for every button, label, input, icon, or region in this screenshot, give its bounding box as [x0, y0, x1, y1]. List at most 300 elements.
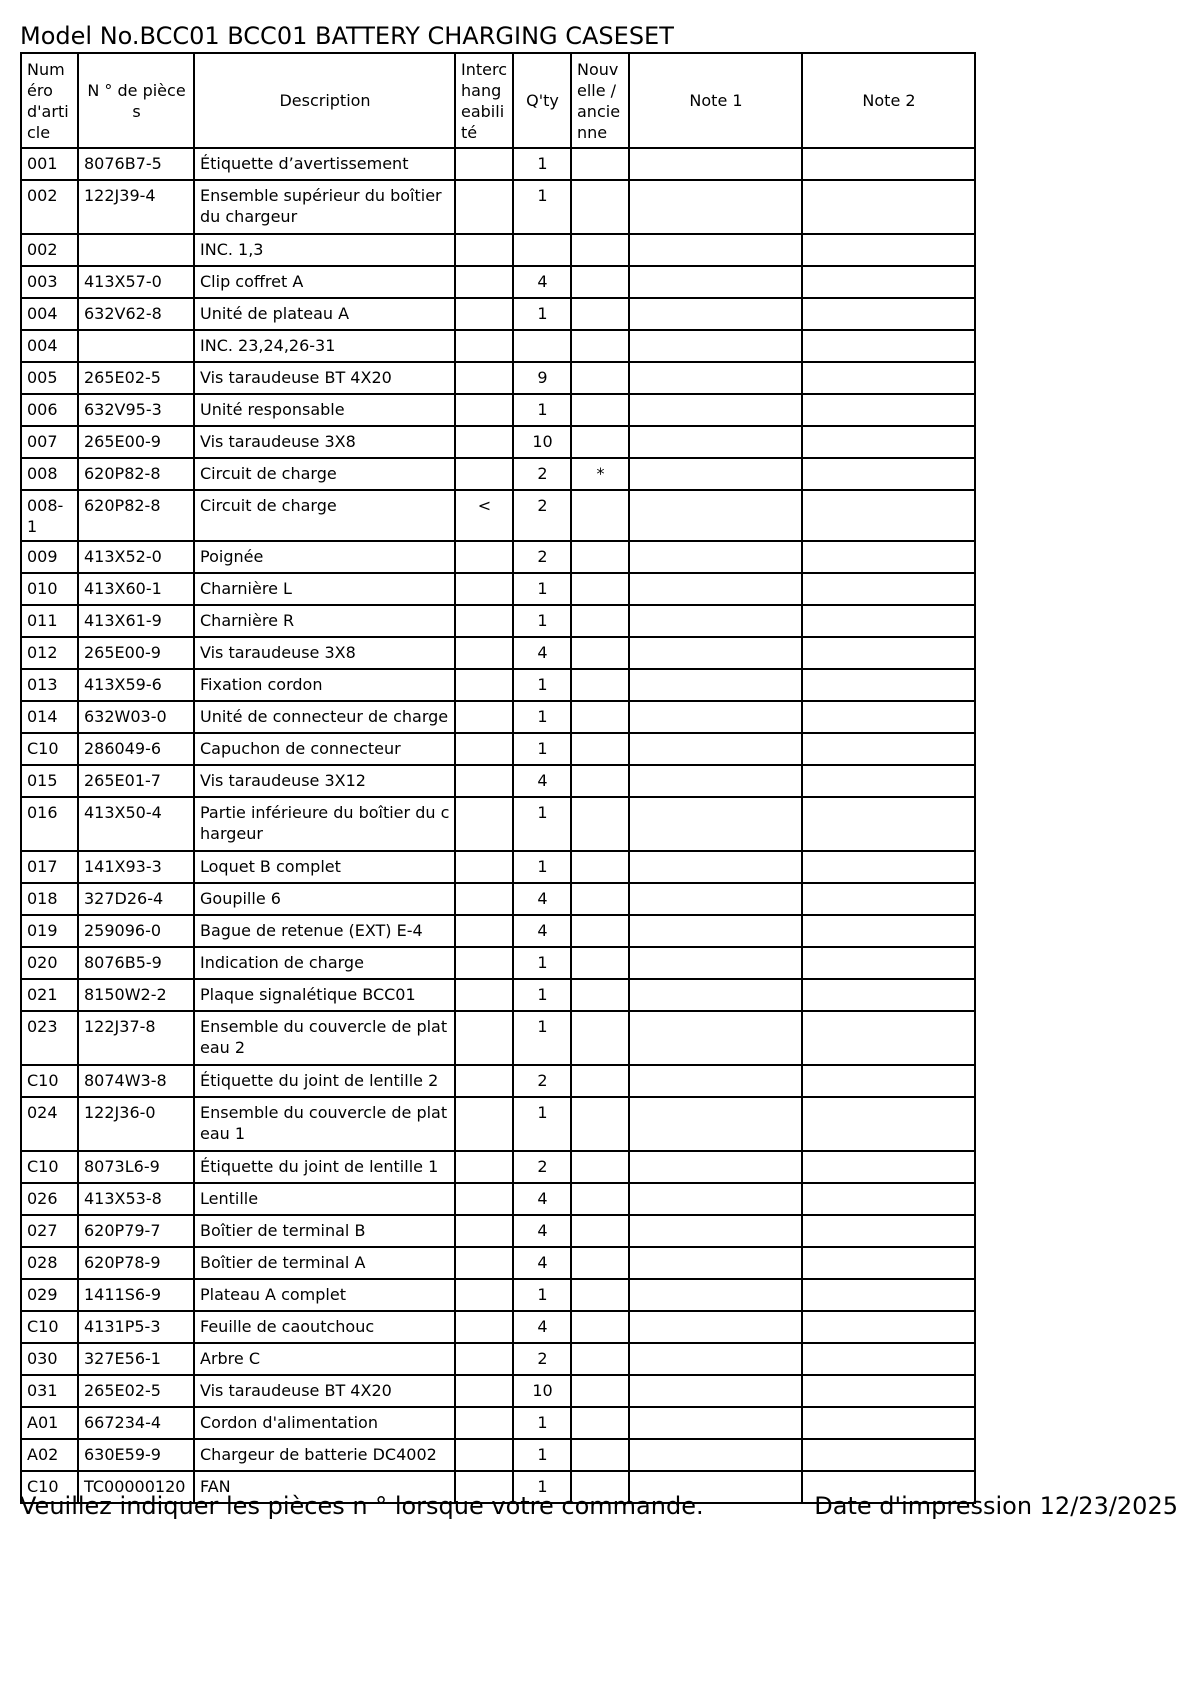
cell-note1	[629, 394, 802, 426]
cell-item-no: A01	[21, 1407, 78, 1439]
cell-note1	[629, 426, 802, 458]
cell-part-no: 8073L6-9	[78, 1151, 194, 1183]
cell-interchangeability	[455, 733, 513, 765]
cell-item-no: C10	[21, 1471, 78, 1503]
cell-part-no: 620P82-8	[78, 458, 194, 490]
cell-qty: 4	[513, 266, 571, 298]
cell-interchangeability	[455, 1011, 513, 1065]
table-row	[21, 1407, 975, 1439]
cell-note1	[629, 883, 802, 915]
cell-note1	[629, 541, 802, 573]
cell-description: FAN	[194, 1471, 455, 1503]
cell-description: Plateau A complet	[194, 1279, 455, 1311]
cell-new-old	[571, 1011, 629, 1065]
table-row	[21, 1215, 975, 1247]
cell-qty: 1	[513, 394, 571, 426]
cell-item-no: 017	[21, 851, 78, 883]
table-row	[21, 234, 975, 266]
cell-part-no: 122J36-0	[78, 1097, 194, 1151]
cell-note1	[629, 1011, 802, 1065]
cell-new-old	[571, 669, 629, 701]
parts-table	[20, 52, 976, 1504]
cell-part-no: 8076B5-9	[78, 947, 194, 979]
cell-qty: 1	[513, 851, 571, 883]
cell-part-no: 632W03-0	[78, 701, 194, 733]
cell-part-no: 4131P5-3	[78, 1311, 194, 1343]
cell-qty: 1	[513, 1471, 571, 1503]
cell-note2	[802, 1279, 975, 1311]
table-row	[21, 947, 975, 979]
cell-qty: 2	[513, 1065, 571, 1097]
cell-qty: 1	[513, 573, 571, 605]
table-row	[21, 1375, 975, 1407]
cell-qty: 4	[513, 1215, 571, 1247]
table-row	[21, 426, 975, 458]
cell-new-old	[571, 1375, 629, 1407]
cell-note1	[629, 266, 802, 298]
cell-new-old	[571, 947, 629, 979]
cell-note1	[629, 733, 802, 765]
cell-qty	[513, 330, 571, 362]
cell-item-no: 016	[21, 797, 78, 851]
cell-note2	[802, 797, 975, 851]
cell-new-old	[571, 362, 629, 394]
cell-interchangeability	[455, 541, 513, 573]
cell-interchangeability	[455, 1215, 513, 1247]
cell-item-no: 023	[21, 1011, 78, 1065]
cell-note2	[802, 1151, 975, 1183]
cell-note2	[802, 1065, 975, 1097]
cell-qty: 1	[513, 1279, 571, 1311]
cell-qty: 1	[513, 979, 571, 1011]
table-row	[21, 1151, 975, 1183]
cell-item-no: 002	[21, 180, 78, 234]
cell-part-no: 8076B7-5	[78, 148, 194, 180]
cell-note1	[629, 458, 802, 490]
table-row	[21, 298, 975, 330]
cell-part-no: 265E01-7	[78, 765, 194, 797]
cell-qty: 2	[513, 458, 571, 490]
cell-note2	[802, 394, 975, 426]
cell-note2	[802, 1311, 975, 1343]
cell-note2	[802, 637, 975, 669]
cell-note1	[629, 1279, 802, 1311]
cell-new-old	[571, 490, 629, 541]
cell-interchangeability	[455, 298, 513, 330]
table-row	[21, 733, 975, 765]
cell-note2	[802, 851, 975, 883]
column-header-item-no: Numéro d'article	[21, 53, 78, 148]
cell-note2	[802, 573, 975, 605]
cell-new-old	[571, 1215, 629, 1247]
cell-note1	[629, 1215, 802, 1247]
cell-interchangeability	[455, 947, 513, 979]
cell-interchangeability	[455, 1065, 513, 1097]
cell-description: Unité de plateau A	[194, 298, 455, 330]
cell-description: Boîtier de terminal A	[194, 1247, 455, 1279]
cell-qty: 4	[513, 915, 571, 947]
cell-item-no: 029	[21, 1279, 78, 1311]
cell-item-no: 003	[21, 266, 78, 298]
cell-note2	[802, 234, 975, 266]
table-row	[21, 394, 975, 426]
cell-note1	[629, 915, 802, 947]
cell-item-no: 021	[21, 979, 78, 1011]
cell-new-old	[571, 733, 629, 765]
cell-description: Poignée	[194, 541, 455, 573]
cell-part-no: 413X57-0	[78, 266, 194, 298]
cell-note2	[802, 458, 975, 490]
cell-new-old	[571, 330, 629, 362]
cell-interchangeability	[455, 426, 513, 458]
cell-description: Boîtier de terminal B	[194, 1215, 455, 1247]
cell-description: Clip coffret A	[194, 266, 455, 298]
cell-note2	[802, 1439, 975, 1471]
cell-new-old	[571, 1065, 629, 1097]
cell-part-no: 667234-4	[78, 1407, 194, 1439]
cell-item-no: C10	[21, 1151, 78, 1183]
cell-description: Cordon d'alimentation	[194, 1407, 455, 1439]
cell-interchangeability	[455, 394, 513, 426]
cell-description: Arbre C	[194, 1343, 455, 1375]
table-row	[21, 701, 975, 733]
cell-item-no: 020	[21, 947, 78, 979]
cell-qty: 1	[513, 1439, 571, 1471]
cell-note1	[629, 765, 802, 797]
cell-interchangeability	[455, 1439, 513, 1471]
cell-note1	[629, 605, 802, 637]
cell-description: Vis taraudeuse 3X12	[194, 765, 455, 797]
cell-part-no: 1411S6-9	[78, 1279, 194, 1311]
cell-part-no: 620P79-7	[78, 1215, 194, 1247]
cell-item-no: 006	[21, 394, 78, 426]
page-title: Model No.BCC01 BCC01 BATTERY CHARGING CASESET	[20, 22, 674, 50]
cell-interchangeability	[455, 1311, 513, 1343]
cell-qty: 10	[513, 1375, 571, 1407]
cell-item-no: C10	[21, 1065, 78, 1097]
cell-interchangeability	[455, 765, 513, 797]
table-row	[21, 851, 975, 883]
cell-note1	[629, 979, 802, 1011]
cell-part-no: 413X52-0	[78, 541, 194, 573]
cell-qty: 10	[513, 426, 571, 458]
cell-description: Étiquette d’avertissement	[194, 148, 455, 180]
cell-part-no: 259096-0	[78, 915, 194, 947]
cell-qty: 2	[513, 1151, 571, 1183]
cell-item-no: 014	[21, 701, 78, 733]
cell-qty: 4	[513, 1311, 571, 1343]
table-row	[21, 362, 975, 394]
cell-qty: 1	[513, 701, 571, 733]
cell-note2	[802, 490, 975, 541]
cell-description: INC. 23,24,26-31	[194, 330, 455, 362]
cell-interchangeability	[455, 1279, 513, 1311]
cell-description: Circuit de charge	[194, 458, 455, 490]
cell-qty: 1	[513, 1407, 571, 1439]
cell-description: Charnière R	[194, 605, 455, 637]
cell-item-no: 015	[21, 765, 78, 797]
cell-part-no	[78, 234, 194, 266]
cell-part-no: 327D26-4	[78, 883, 194, 915]
cell-interchangeability	[455, 883, 513, 915]
cell-note1	[629, 180, 802, 234]
cell-note2	[802, 1011, 975, 1065]
cell-note2	[802, 180, 975, 234]
cell-new-old	[571, 1407, 629, 1439]
cell-description: Unité de connecteur de charge	[194, 701, 455, 733]
cell-interchangeability: <	[455, 490, 513, 541]
cell-part-no: 286049-6	[78, 733, 194, 765]
cell-note1	[629, 797, 802, 851]
cell-interchangeability	[455, 330, 513, 362]
cell-note2	[802, 1247, 975, 1279]
cell-interchangeability	[455, 362, 513, 394]
cell-qty: 1	[513, 797, 571, 851]
cell-note2	[802, 426, 975, 458]
column-header-note2: Note 2	[802, 53, 975, 148]
cell-qty: 1	[513, 298, 571, 330]
cell-note1	[629, 1439, 802, 1471]
cell-item-no: A02	[21, 1439, 78, 1471]
cell-part-no: TC00000120	[78, 1471, 194, 1503]
column-header-description: Description	[194, 53, 455, 148]
cell-item-no: C10	[21, 1311, 78, 1343]
cell-description: Ensemble du couvercle de plateau 1	[194, 1097, 455, 1151]
table-row	[21, 490, 975, 541]
cell-description: Indication de charge	[194, 947, 455, 979]
cell-note1	[629, 1407, 802, 1439]
cell-interchangeability	[455, 669, 513, 701]
cell-interchangeability	[455, 701, 513, 733]
cell-new-old	[571, 1247, 629, 1279]
cell-new-old	[571, 1343, 629, 1375]
cell-description: Bague de retenue (EXT) E-4	[194, 915, 455, 947]
cell-note1	[629, 1065, 802, 1097]
cell-description: INC. 1,3	[194, 234, 455, 266]
cell-note1	[629, 362, 802, 394]
cell-note1	[629, 298, 802, 330]
cell-new-old	[571, 148, 629, 180]
cell-description: Étiquette du joint de lentille 2	[194, 1065, 455, 1097]
cell-new-old	[571, 915, 629, 947]
cell-qty: 9	[513, 362, 571, 394]
cell-note2	[802, 298, 975, 330]
cell-note1	[629, 573, 802, 605]
cell-new-old	[571, 883, 629, 915]
cell-new-old	[571, 765, 629, 797]
cell-note2	[802, 733, 975, 765]
cell-item-no: 005	[21, 362, 78, 394]
cell-new-old	[571, 797, 629, 851]
cell-part-no: 620P78-9	[78, 1247, 194, 1279]
cell-new-old	[571, 1183, 629, 1215]
cell-part-no: 265E02-5	[78, 362, 194, 394]
cell-note1	[629, 1311, 802, 1343]
cell-note2	[802, 1183, 975, 1215]
cell-qty: 4	[513, 765, 571, 797]
table-row	[21, 180, 975, 234]
cell-note1	[629, 490, 802, 541]
cell-part-no: 122J39-4	[78, 180, 194, 234]
cell-part-no: 265E00-9	[78, 637, 194, 669]
cell-interchangeability	[455, 1247, 513, 1279]
column-header-qty: Q'ty	[513, 53, 571, 148]
print-date: Date d'impression 12/23/2025	[814, 1492, 1178, 1520]
cell-qty: 1	[513, 947, 571, 979]
cell-item-no: C10	[21, 733, 78, 765]
cell-qty: 1	[513, 148, 571, 180]
cell-description: Vis taraudeuse 3X8	[194, 426, 455, 458]
cell-note2	[802, 701, 975, 733]
cell-description: Plaque signalétique BCC01	[194, 979, 455, 1011]
cell-new-old	[571, 266, 629, 298]
cell-item-no: 002	[21, 234, 78, 266]
order-instruction: Veuillez indiquer les pièces n ° lorsque votre commande.	[20, 1492, 704, 1520]
cell-item-no: 019	[21, 915, 78, 947]
cell-item-no: 024	[21, 1097, 78, 1151]
cell-description: Ensemble supérieur du boîtier du chargeur	[194, 180, 455, 234]
cell-interchangeability	[455, 1097, 513, 1151]
table-row	[21, 1065, 975, 1097]
cell-item-no: 009	[21, 541, 78, 573]
cell-interchangeability	[455, 266, 513, 298]
cell-new-old	[571, 1279, 629, 1311]
cell-note2	[802, 1097, 975, 1151]
table-row	[21, 979, 975, 1011]
cell-item-no: 008-1	[21, 490, 78, 541]
cell-part-no: 8150W2-2	[78, 979, 194, 1011]
cell-item-no: 026	[21, 1183, 78, 1215]
cell-qty: 1	[513, 669, 571, 701]
table-row	[21, 1183, 975, 1215]
cell-note1	[629, 148, 802, 180]
cell-new-old	[571, 394, 629, 426]
table-row	[21, 605, 975, 637]
cell-interchangeability	[455, 605, 513, 637]
table-row	[21, 669, 975, 701]
cell-note2	[802, 330, 975, 362]
cell-interchangeability	[455, 1375, 513, 1407]
table-row	[21, 1343, 975, 1375]
cell-part-no: 8074W3-8	[78, 1065, 194, 1097]
cell-new-old	[571, 701, 629, 733]
cell-note2	[802, 883, 975, 915]
cell-interchangeability	[455, 1343, 513, 1375]
cell-note1	[629, 234, 802, 266]
cell-part-no: 632V62-8	[78, 298, 194, 330]
cell-item-no: 028	[21, 1247, 78, 1279]
cell-qty: 2	[513, 490, 571, 541]
cell-interchangeability	[455, 234, 513, 266]
cell-interchangeability	[455, 851, 513, 883]
cell-note2	[802, 1375, 975, 1407]
cell-new-old	[571, 426, 629, 458]
cell-note2	[802, 915, 975, 947]
cell-qty	[513, 234, 571, 266]
cell-note2	[802, 362, 975, 394]
cell-part-no: 141X93-3	[78, 851, 194, 883]
cell-part-no: 413X60-1	[78, 573, 194, 605]
cell-new-old	[571, 180, 629, 234]
column-header-part-no: N ° de pièces	[78, 53, 194, 148]
cell-interchangeability	[455, 979, 513, 1011]
cell-item-no: 027	[21, 1215, 78, 1247]
cell-description: Charnière L	[194, 573, 455, 605]
cell-new-old	[571, 234, 629, 266]
cell-note2	[802, 1215, 975, 1247]
cell-qty: 2	[513, 1343, 571, 1375]
table-row	[21, 330, 975, 362]
cell-new-old	[571, 298, 629, 330]
cell-interchangeability	[455, 573, 513, 605]
cell-part-no: 265E02-5	[78, 1375, 194, 1407]
cell-qty: 4	[513, 883, 571, 915]
cell-note1	[629, 701, 802, 733]
table-row	[21, 541, 975, 573]
table-row	[21, 1439, 975, 1471]
cell-part-no: 413X61-9	[78, 605, 194, 637]
cell-note2	[802, 541, 975, 573]
table-row	[21, 1279, 975, 1311]
cell-description: Capuchon de connecteur	[194, 733, 455, 765]
cell-note1	[629, 1183, 802, 1215]
cell-qty: 1	[513, 180, 571, 234]
cell-note1	[629, 1375, 802, 1407]
column-header-note1: Note 1	[629, 53, 802, 148]
cell-new-old: *	[571, 458, 629, 490]
cell-note2	[802, 1343, 975, 1375]
cell-note1	[629, 330, 802, 362]
cell-description: Partie inférieure du boîtier du chargeur	[194, 797, 455, 851]
cell-note2	[802, 979, 975, 1011]
cell-item-no: 030	[21, 1343, 78, 1375]
cell-note2	[802, 266, 975, 298]
cell-note1	[629, 947, 802, 979]
cell-part-no	[78, 330, 194, 362]
cell-item-no: 008	[21, 458, 78, 490]
cell-qty: 1	[513, 733, 571, 765]
cell-note1	[629, 637, 802, 669]
cell-description: Unité responsable	[194, 394, 455, 426]
cell-new-old	[571, 851, 629, 883]
cell-description: Chargeur de batterie DC4002	[194, 1439, 455, 1471]
cell-note2	[802, 1407, 975, 1439]
cell-part-no: 630E59-9	[78, 1439, 194, 1471]
table-row	[21, 765, 975, 797]
cell-qty: 2	[513, 541, 571, 573]
cell-new-old	[571, 541, 629, 573]
cell-description: Lentille	[194, 1183, 455, 1215]
cell-note1	[629, 669, 802, 701]
table-row	[21, 1097, 975, 1151]
cell-item-no: 018	[21, 883, 78, 915]
table-row	[21, 915, 975, 947]
cell-qty: 4	[513, 1183, 571, 1215]
cell-part-no: 122J37-8	[78, 1011, 194, 1065]
cell-new-old	[571, 1311, 629, 1343]
cell-description: Vis taraudeuse BT 4X20	[194, 362, 455, 394]
cell-interchangeability	[455, 797, 513, 851]
column-header-new-old: Nouvelle / ancienne	[571, 53, 629, 148]
cell-item-no: 031	[21, 1375, 78, 1407]
cell-qty: 1	[513, 1097, 571, 1151]
cell-part-no: 413X50-4	[78, 797, 194, 851]
cell-part-no: 620P82-8	[78, 490, 194, 541]
table-header-row	[21, 53, 975, 148]
cell-qty: 4	[513, 1247, 571, 1279]
cell-description: Goupille 6	[194, 883, 455, 915]
cell-new-old	[571, 573, 629, 605]
